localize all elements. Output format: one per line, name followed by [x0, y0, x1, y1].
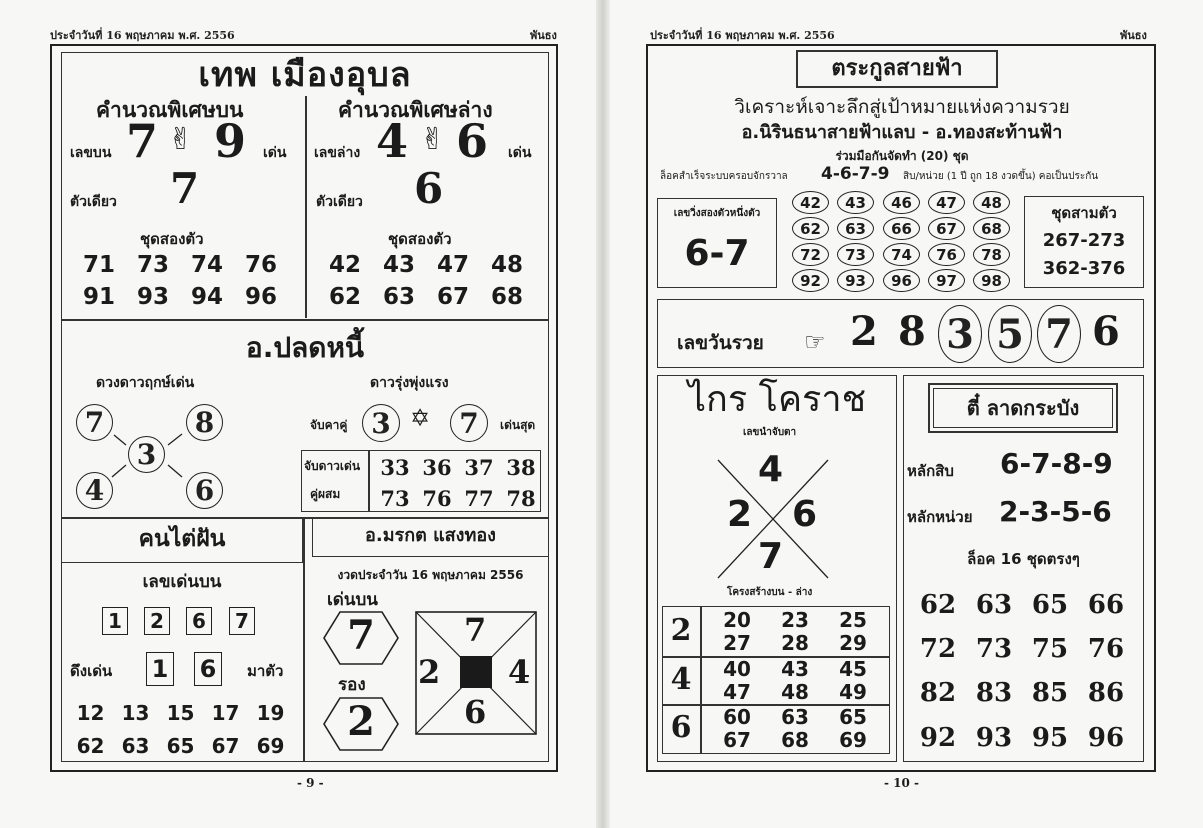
lower-pair-label: ชุดสองตัว: [388, 230, 452, 248]
marakot-date: งวดประจำวัน 16 พฤษภาคม 2556: [337, 568, 524, 582]
grid-num: 98: [973, 269, 1010, 292]
upper-play-label: เด่น: [263, 145, 287, 161]
khontai-num: 65: [166, 734, 195, 758]
units-label: หลักหน่วย: [907, 508, 973, 526]
pair-num: 94: [190, 284, 223, 310]
star-num-bottom-right: 6: [186, 472, 223, 509]
table-num: 73: [380, 486, 410, 511]
grid-num: 74: [883, 243, 920, 266]
left-page-title: เทพ เมืองอุบล: [198, 55, 412, 95]
marakot-diag-left: 2: [418, 653, 441, 691]
grid-num: 62: [792, 217, 829, 240]
rich-label: เลขวันรวย: [677, 332, 764, 354]
krai-row-line: [708, 633, 882, 653]
krai-num: 29: [839, 631, 867, 655]
ladkrabang-num: 65: [1031, 590, 1069, 620]
star-of-david-icon: ✡: [410, 404, 431, 432]
star-num-center: 3: [128, 436, 165, 473]
ladkrabang-num: 73: [975, 634, 1013, 664]
ladkrabang-num: 63: [975, 590, 1013, 620]
rising-left-label: จับคาคู่: [310, 418, 348, 432]
krai-num: 40: [723, 657, 751, 681]
left-header-name: พันธง: [530, 29, 557, 42]
rich-num-circled: 7: [1037, 305, 1081, 363]
units-value: 2-3-5-6: [999, 495, 1112, 528]
krai-num: 43: [781, 657, 809, 681]
krai-num: 68: [781, 728, 809, 752]
marakot-diag-right: 4: [508, 653, 531, 691]
khontai-box: 1: [102, 607, 128, 635]
upper-num-label: เลขบน: [70, 145, 112, 161]
upper-num-2: 9: [214, 114, 247, 168]
krai-num: 27: [723, 631, 751, 655]
ladkrabang-num: 66: [1087, 590, 1125, 620]
ladkrabang-num: 62: [919, 590, 957, 620]
krai-cross-bottom: 7: [758, 536, 784, 577]
khontai-num: 15: [166, 701, 195, 725]
lower-num-label: เลขล่าง: [314, 145, 361, 161]
ladkrabang-row: [910, 725, 1134, 751]
pair-num: 74: [190, 252, 223, 278]
pair-num: 62: [328, 284, 361, 310]
pair-num: 71: [82, 252, 115, 278]
lower-single: 6: [414, 164, 444, 213]
rich-num: 8: [898, 308, 926, 355]
grid-num: 76: [928, 243, 965, 266]
rich-num-circled: 5: [988, 305, 1032, 363]
ladkrabang-num: 86: [1087, 678, 1125, 708]
krai-table-col: [700, 606, 702, 754]
krai-num: 25: [839, 608, 867, 632]
ladkrabang-num: 93: [975, 723, 1013, 753]
krai-title: ไกร โคราช: [687, 379, 867, 420]
pair-num: 68: [490, 284, 523, 310]
star-label: ดวงดาวฤกษ์เด่น: [96, 375, 195, 391]
khontai-num: 63: [121, 734, 150, 758]
grid-num: 46: [883, 191, 920, 214]
rising-label: ดาวรุ่งพุ่งแรง: [370, 375, 449, 391]
khontai-num: 69: [256, 734, 285, 758]
khontai-num: 62: [76, 734, 105, 758]
pair-num: 91: [82, 284, 115, 310]
run-number: 6-7: [684, 233, 750, 274]
star-num-bottom-left: 4: [76, 472, 113, 509]
krai-cross-left: 2: [727, 494, 753, 535]
khontai-pull-box: 1: [146, 652, 174, 686]
three-num: 267-273: [1042, 230, 1126, 251]
run-label: เลขวิ่งสองตัวหนึ่งตัว: [673, 208, 761, 219]
marakot-title: อ.มรกต แสงทอง: [365, 525, 496, 546]
rising-num-1: 3: [362, 404, 400, 442]
krai-sub: เลขนำจับตา: [743, 427, 797, 438]
lower-play-label: เด่น: [508, 145, 532, 161]
krai-row-line: [708, 682, 882, 702]
table-num: 33: [380, 455, 410, 480]
grid-num: 72: [792, 243, 829, 266]
pair-num: 96: [244, 284, 277, 310]
marakot-diag-top: 7: [464, 611, 487, 649]
ladkrabang-num: 92: [919, 723, 957, 753]
krai-num: 28: [781, 631, 809, 655]
marakot-second: 2: [347, 698, 375, 745]
pair-num: 73: [136, 252, 169, 278]
table-num: 36: [422, 455, 452, 480]
pair-num: 48: [490, 252, 523, 278]
marakot-diag-bottom: 6: [464, 693, 487, 731]
khontai-num: 13: [121, 701, 150, 725]
pair-num: 43: [382, 252, 415, 278]
marakot-main: 7: [347, 612, 375, 659]
table-num: 37: [464, 455, 494, 480]
right-title: ตระกูลสายฟ้า: [831, 56, 963, 81]
krai-cross-right: 6: [792, 494, 818, 535]
krai-row-line: [708, 730, 882, 750]
grid-num: 43: [837, 191, 874, 214]
table-label-2: คู่ผสม: [310, 487, 341, 501]
three-num: 362-376: [1042, 258, 1126, 279]
ladkrabang-num: 83: [975, 678, 1013, 708]
krai-row-head: 2: [670, 613, 692, 648]
khontai-box: 2: [144, 607, 170, 635]
krai-row-line: [708, 659, 882, 679]
ladkrabang-num: 75: [1031, 634, 1069, 664]
lower-num-2: 6: [456, 114, 489, 168]
krai-row-head: 4: [670, 662, 692, 697]
grid-num: 42: [792, 191, 829, 214]
rising-num-2: 7: [450, 404, 488, 442]
star-num-top-left: 7: [76, 404, 113, 441]
ladkrabang-title: ตี๋ ลาดกระบัง: [966, 396, 1080, 420]
krai-num: 65: [839, 705, 867, 729]
rich-num-circled: 3: [938, 305, 982, 363]
khontai-num: 19: [256, 701, 285, 725]
upper-single: 7: [170, 164, 200, 213]
grid-num: 73: [837, 243, 874, 266]
ladkrabang-row: [910, 592, 1134, 618]
pair-num: 63: [382, 284, 415, 310]
right-together: ร่วมมือกันจัดทำ (20) ชุด: [835, 149, 969, 163]
lock-nums: 4-6-7-9: [821, 164, 890, 184]
rich-num: 2: [850, 308, 878, 355]
right-header-date: ประจำวันที่ 16 พฤษภาคม พ.ศ. 2556: [650, 29, 835, 42]
pair-num: 93: [136, 284, 169, 310]
star-num-top-right: 8: [186, 404, 223, 441]
krai-num: 49: [839, 680, 867, 704]
table-num: 38: [506, 455, 536, 480]
left-page-number: - 9 -: [297, 776, 324, 790]
upper-single-label: ตัวเดียว: [70, 194, 117, 210]
khontai-box: 7: [229, 607, 255, 635]
right-page-number: - 10 -: [884, 776, 920, 790]
khontai-num: 67: [211, 734, 240, 758]
ladkrabang-num: 76: [1087, 634, 1125, 664]
pladnee-title: อ.ปลดหนี้: [245, 331, 365, 364]
krai-struct: โครงสร้างบน - ล่าง: [727, 587, 813, 598]
ladkrabang-num: 95: [1031, 723, 1069, 753]
peace-hand-icon-2: ✌: [420, 122, 446, 157]
right-authors: อ.นิรินธนาสายฟ้าแลบ - อ.ทองสะท้านฟ้า: [741, 122, 1063, 143]
pair-num: 76: [244, 252, 277, 278]
right-subtitle: วิเคราะห์เจาะลึกสู่เป้าหมายแห่งความรวย: [734, 96, 1070, 118]
right-header-name: พันธง: [1120, 29, 1147, 42]
grid-num: 78: [973, 243, 1010, 266]
table-num: 77: [464, 486, 494, 511]
khontai-pull-box: 6: [194, 652, 222, 686]
three-label: ชุดสามตัว: [1051, 204, 1117, 222]
krai-num: 20: [723, 608, 751, 632]
ladkrabang-row: [910, 636, 1134, 662]
pair-num: 47: [436, 252, 469, 278]
krai-num: 48: [781, 680, 809, 704]
marakot-main-label: เด่นบน: [327, 590, 378, 610]
table-num: 76: [422, 486, 452, 511]
pointing-hand-icon: ☞: [804, 328, 826, 356]
lock-prefix: ล็อคสำเร็จระบบครอบจักรวาล: [660, 171, 788, 182]
ladkrabang-lock: ล็อค 16 ชุดตรงๆ: [967, 550, 1080, 568]
table-num: 78: [506, 486, 536, 511]
khontai-sub: เลขเด่นบน: [142, 572, 222, 592]
krai-row-line: [708, 610, 882, 630]
grid-num: 63: [837, 217, 874, 240]
ladkrabang-num: 82: [919, 678, 957, 708]
grid-num: 47: [928, 191, 965, 214]
left-header-date: ประจำวันที่ 16 พฤษภาคม พ.ศ. 2556: [50, 29, 235, 42]
grid-num: 67: [928, 217, 965, 240]
pair-num: 67: [436, 284, 469, 310]
upper-pair-label: ชุดสองตัว: [140, 230, 204, 248]
table-label-1: จับดาวเด่น: [304, 459, 361, 473]
grid-num: 96: [883, 269, 920, 292]
krai-num: 67: [723, 728, 751, 752]
ladkrabang-num: 85: [1031, 678, 1069, 708]
ladkrabang-row: [910, 680, 1134, 706]
grid-num: 48: [973, 191, 1010, 214]
grid-num: 66: [883, 217, 920, 240]
khontai-num: 12: [76, 701, 105, 725]
pair-num: 42: [328, 252, 361, 278]
lower-calc-label: คำนวณพิเศษล่าง: [338, 98, 493, 122]
marakot-second-label: รอง: [338, 675, 366, 695]
krai-num: 63: [781, 705, 809, 729]
krai-num: 45: [839, 657, 867, 681]
krai-row-head: 6: [670, 710, 692, 745]
krai-row-line: [708, 707, 882, 727]
krai-num: 60: [723, 705, 751, 729]
upper-calc-label: คำนวณพิเศษบน: [96, 98, 244, 122]
grid-num: 97: [928, 269, 965, 292]
khontai-pull-label: ดึงเด่น: [70, 662, 113, 680]
khontai-title: คนไต่ฝัน: [138, 526, 226, 552]
krai-cross-top: 4: [758, 449, 784, 490]
grid-num: 92: [792, 269, 829, 292]
khontai-mata: มาตัว: [247, 662, 284, 680]
ladkrabang-num: 96: [1087, 723, 1125, 753]
grid-num: 93: [837, 269, 874, 292]
khontai-num: 17: [211, 701, 240, 725]
tens-label: หลักสิบ: [907, 462, 954, 480]
krai-num: 47: [723, 680, 751, 704]
lower-num-1: 4: [376, 114, 409, 168]
lock-suffix: สิบ/หน่วย (1 ปี ถูก 18 งวดขึ้น) คอเป็นประกัน: [903, 171, 1099, 182]
rich-num: 6: [1092, 308, 1120, 355]
upper-num-1: 7: [126, 114, 159, 168]
krai-num: 69: [839, 728, 867, 752]
rising-right-label: เด่นสุด: [500, 418, 536, 432]
lower-single-label: ตัวเดียว: [316, 194, 363, 210]
tens-value: 6-7-8-9: [1000, 447, 1113, 480]
krai-num: 23: [781, 608, 809, 632]
ladkrabang-num: 72: [919, 634, 957, 664]
grid-num: 68: [973, 217, 1010, 240]
khontai-box: 6: [186, 607, 212, 635]
peace-hand-icon: ✌: [168, 122, 194, 157]
